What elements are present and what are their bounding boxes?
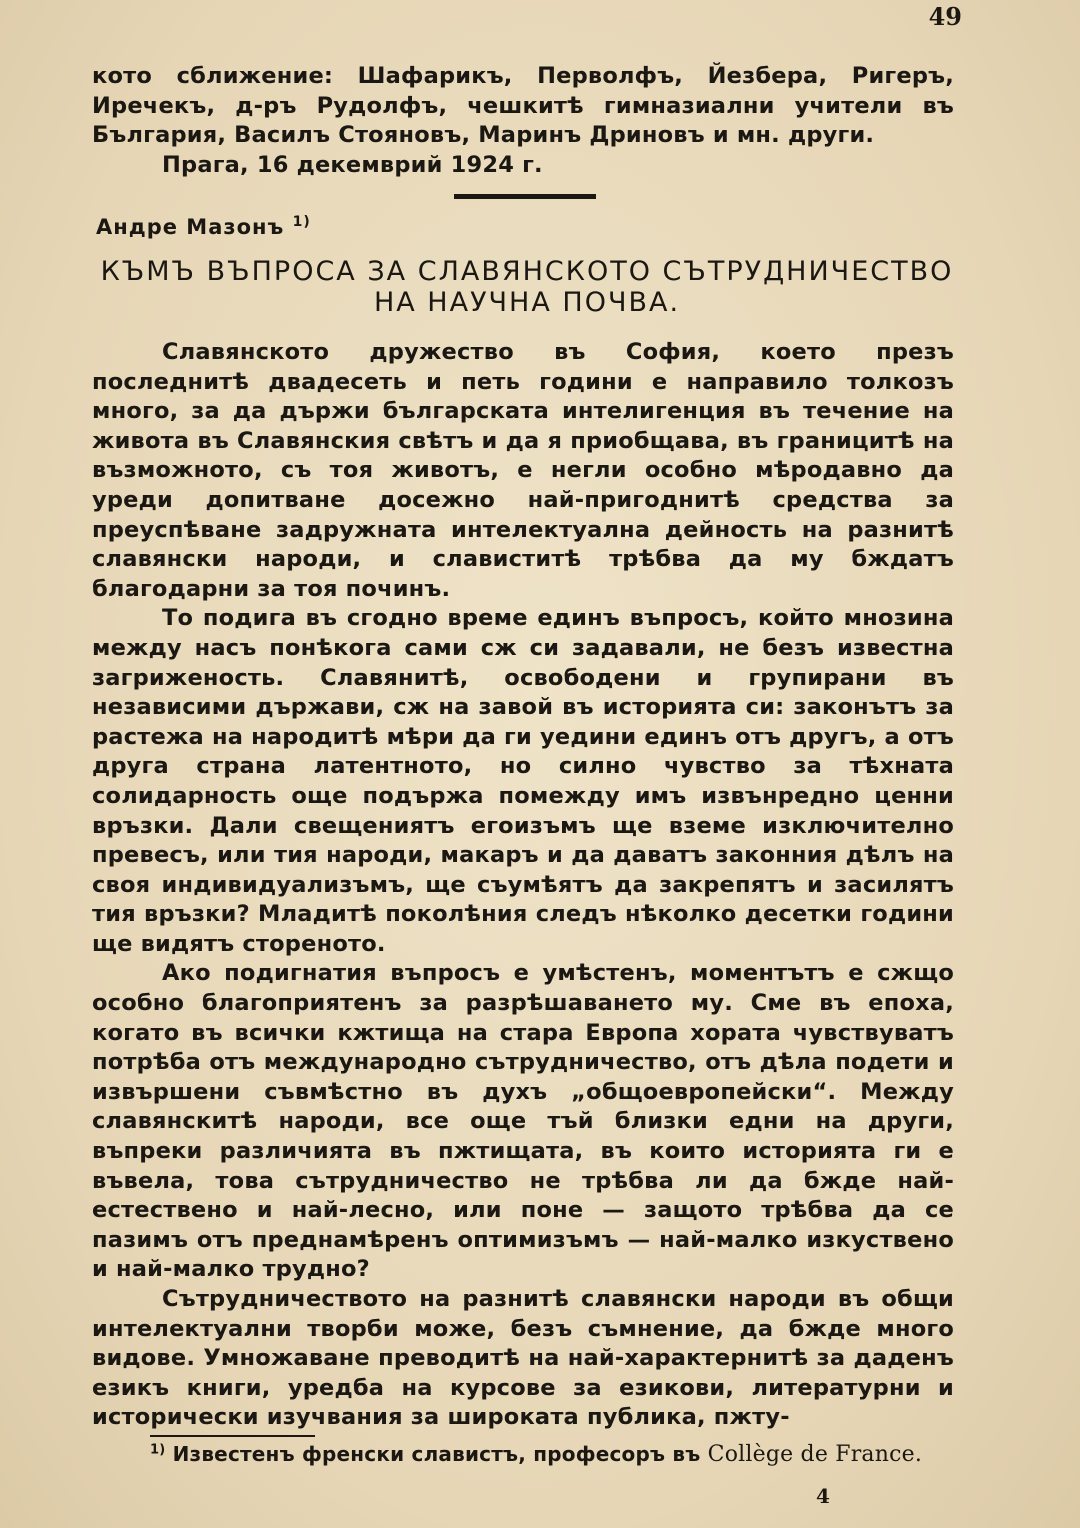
footnote bbox=[150, 1442, 960, 1467]
footnote-divider bbox=[150, 1435, 315, 1437]
signature-mark: 4 bbox=[816, 1484, 830, 1508]
title-line-2: НА НАУЧНА ПОЧВА. bbox=[373, 287, 681, 318]
intro-paragraph: кото сближение: Шафарикъ, Перволфъ, Йезбера, Ригеръ, Иречекъ, д-ръ Рудолфъ, чешкитѣ гимназиални учители въ България, Василъ Стояновъ, Маринъ Дриновъ и мн. други. bbox=[92, 63, 954, 149]
body-paragraph-2: То подига въ сгодно време единъ въпросъ, който мнозина между насъ понѣкога сами сж си задавали, не безъ известна загриженость. Славянитѣ, освободени и групирани въ независими държави, сж на завой въ историята си: законътъ за растежа на народитѣ мѣри да ги уедини единъ отъ другъ, а отъ друга страна латентното, но силно чувство за тѣхната солидарность още подържа помежду имъ извънредно ценни връзки. Дали свещениятъ егоизъмъ ще вземе изключително превесъ, или тия народи, макаръ и да даватъ законния дѣлъ на своя индивидуализъмъ, ще съумѣятъ да закрепятъ и засилятъ тия връзки? Младитѣ поколѣния следъ нѣколко десетки години ще видятъ стореното. bbox=[92, 605, 954, 957]
dateline: Прага, 16 декемврий 1924 г. bbox=[162, 151, 543, 178]
page-number: 49 bbox=[928, 2, 962, 31]
title-line-1: КЪМЪ ВЪПРОСА ЗА СЛАВЯНСКОТО СЪТРУДНИЧЕСТВО bbox=[100, 256, 954, 287]
body-paragraph-4: Сътрудничеството на разнитѣ славянски народи въ общи интелектуални творби може, безъ съмнение, да бжде много видове. Умножаване преводитѣ на най-характернитѣ за даденъ езикъ книги, уредба на курсове за езикови, литературни и исторически изучвания за широката публика, пжту- bbox=[92, 1286, 954, 1431]
footnote-text: Известенъ френски славистъ, професоръ въ bbox=[172, 1442, 701, 1466]
intro-text bbox=[92, 62, 954, 180]
footnote-latin: Collège de France. bbox=[707, 1442, 923, 1467]
author-line bbox=[96, 214, 311, 239]
article-title bbox=[92, 256, 962, 318]
body-paragraph-3: Ако подигнатия въпросъ е умѣстенъ, моментътъ е сжщо особно благоприятенъ за разрѣшаването му. Сме въ епоха, когато въ всички кжтища на стара Европа хората чувствуватъ потрѣба отъ международно сътрудничество, отъ дѣла подети и извършени съвмѣстно въ духъ „общоевропейски“. Между славянскитѣ народи, все още тъй близки едни на други, въпреки различията въ пжтищата, въ които историята ги е въвела, това сътрудничество не трѣбва ли да бжде най-естествено и най-лесно, или поне — защото трѣбва да се пазимъ отъ преднамѣренъ оптимизъмъ — най-малко изкуствено и най-малко трудно? bbox=[92, 960, 954, 1283]
author-footnote-mark: 1) bbox=[292, 214, 311, 230]
section-divider bbox=[454, 194, 596, 199]
author-name: Андре Мазонъ bbox=[96, 215, 285, 239]
body-paragraph-1: Славянското дружество въ София, което презъ последнитѣ двадесеть и петь години е направило толкозъ много, за да държи българската интелигенция въ течение на живота въ Славянския свѣтъ и да я приобщава, въ границитѣ на възможното, съ тоя животъ, е негли особно мѣродавно да уреди допитване досежно най-пригоднитѣ средства за преуспѣване задружната интелектуална дейность на разнитѣ славянски народи, и славиститѣ трѣбва да му бждатъ благодарни за тоя починъ. bbox=[92, 339, 954, 602]
footnote-mark: 1) bbox=[150, 1442, 166, 1458]
article-body bbox=[92, 338, 954, 1433]
